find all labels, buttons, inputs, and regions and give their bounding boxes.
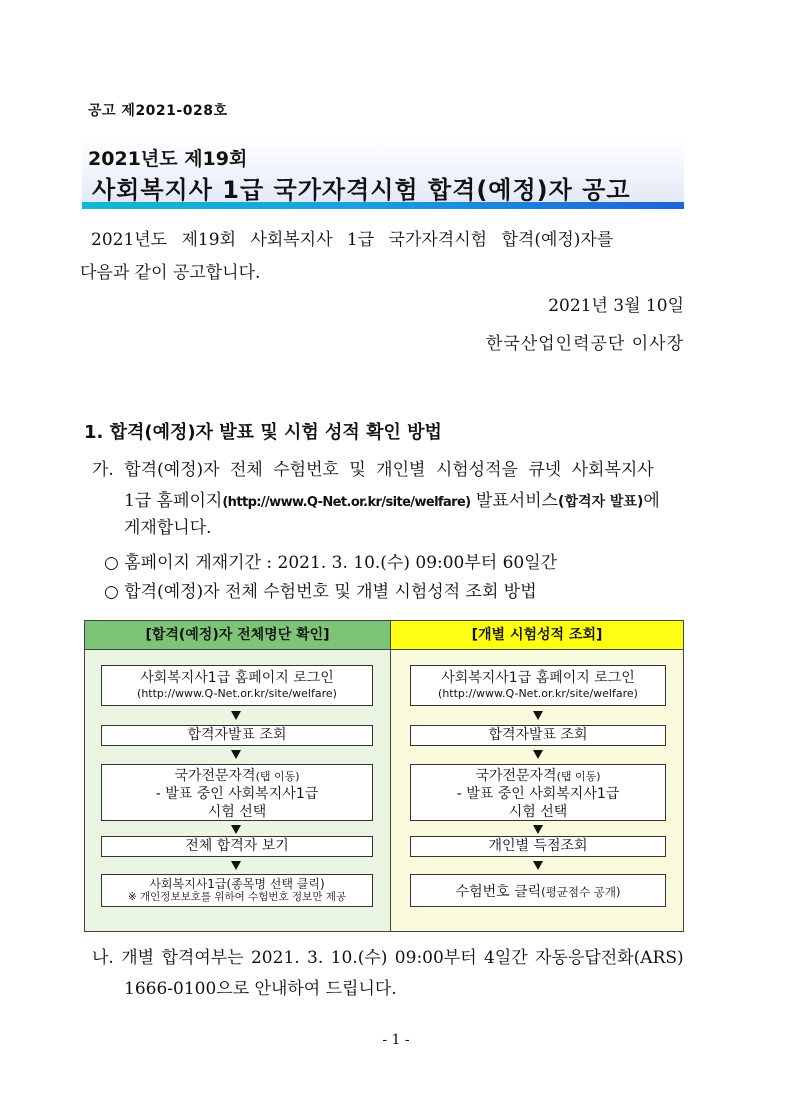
welfare-site-link[interactable]: (http://www.Q-Net.or.kr/site/welfare) — [222, 495, 471, 510]
privacy-note: ※ 개인정보보호를 위하여 수험번호 정보만 제공 — [127, 891, 347, 903]
flow-step-result-lookup: 합격자발표 조회 — [101, 725, 373, 746]
tab-name: 국가전문자격 — [174, 768, 256, 784]
page-number: - 1 - — [382, 1032, 410, 1048]
down-arrow-icon — [533, 825, 543, 834]
item-ga-prefix: 1급 홈페이지 — [124, 491, 223, 511]
item-na-line-2: 1666-0100으로 안내하여 드립니다. — [124, 979, 397, 999]
step-title: 사회복지사1급 홈페이지 로그인 — [441, 670, 635, 686]
flow-step-select-exam — [410, 764, 666, 821]
flow-step-result-lookup: 합격자발표 조회 — [410, 725, 666, 746]
step-line-2: - 발표 중인 사회복지사1급 — [456, 786, 620, 802]
step-line-1: 사회복지사1급(종목명 선택 클릭) — [149, 877, 325, 891]
flow-step-select-exam — [101, 764, 373, 821]
bullet-posting-period: ○ 홈페이지 게재기간 : 2021. 3. 10.(수) 09:00부터 60일간 — [104, 553, 558, 573]
item-na-line-1: 나. 개별 합격여부는 2021. 3. 10.(수) 09:00부터 4일간 자동응답전화(ARS) — [92, 948, 684, 968]
intro-line-1: 2021년도 제19회 사회복지사 1급 국가자격시험 합격(예정)자를 — [91, 230, 614, 250]
tab-move-note: (탭 이동) — [556, 770, 601, 783]
step-line-3: 시험 선택 — [207, 804, 267, 820]
bullet-lookup-method: ○ 합격(예정)자 전체 수험번호 및 개별 시험성적 조회 방법 — [104, 582, 537, 602]
avg-score-note: (평균점수 공개) — [541, 885, 621, 899]
flow-step-view-all: 전체 합격자 보기 — [101, 836, 373, 857]
section-1-title: 1. 합격(예정)자 발표 및 시험 성적 확인 방법 — [84, 422, 442, 443]
down-arrow-icon — [231, 825, 241, 834]
tab-name: 국가전문자격 — [475, 768, 557, 784]
flow-step-login — [410, 665, 666, 706]
down-arrow-icon — [533, 750, 543, 759]
step-main: 수험번호 클릭 — [455, 884, 542, 900]
step-line-3: 시험 선택 — [508, 804, 568, 820]
flow-step-select-item — [101, 874, 373, 907]
flow-step-individual-score: 개인별 득점조회 — [410, 836, 666, 857]
down-arrow-icon — [533, 711, 543, 720]
title-year-line: 2021년도 제19회 — [88, 148, 248, 170]
intro-line-2: 다음과 같이 공고합니다. — [80, 263, 261, 283]
flow-panel-header: [합격(예정)자 전체명단 확인] — [85, 621, 390, 650]
down-arrow-icon — [533, 861, 543, 870]
down-arrow-icon — [231, 750, 241, 759]
page-title: 사회복지사 1급 국가자격시험 합격(예정)자 공고 — [92, 176, 631, 204]
flow-panel-full-list — [84, 620, 391, 932]
tab-move-note: (탭 이동) — [255, 770, 300, 783]
issuing-organization: 한국산업인력공단 이사장 — [485, 334, 684, 354]
flow-panel-header: [개별 시험성적 조회] — [391, 621, 683, 650]
step-url: (http://www.Q-Net.or.kr/site/welfare) — [137, 687, 337, 700]
flow-step-login — [101, 665, 373, 706]
item-ga-line-3: 게재합니다. — [124, 518, 212, 538]
notice-date: 2021년 3월 10일 — [548, 296, 684, 316]
step-line-1 — [102, 767, 372, 785]
step-title: 사회복지사1급 홈페이지 로그인 — [140, 670, 334, 686]
step-line-1 — [411, 767, 665, 785]
flow-panel-individual-score — [390, 620, 684, 932]
notice-number: 공고 제2021-028호 — [88, 103, 228, 119]
item-ga-bold: (합격자 발표) — [558, 494, 644, 510]
down-arrow-icon — [231, 711, 241, 720]
down-arrow-icon — [231, 861, 241, 870]
step-line-2: - 발표 중인 사회복지사1급 — [155, 786, 319, 802]
step-url: (http://www.Q-Net.or.kr/site/welfare) — [438, 687, 638, 700]
item-ga-suffix: 에 — [643, 491, 660, 511]
item-ga-line-1: 가. 합격(예정)자 전체 수험번호 및 개인별 시험성적을 큐넷 사회복지사 — [92, 460, 654, 480]
item-ga-mid: 발표서비스 — [470, 491, 559, 511]
flow-step-click-exam-number — [410, 874, 666, 907]
